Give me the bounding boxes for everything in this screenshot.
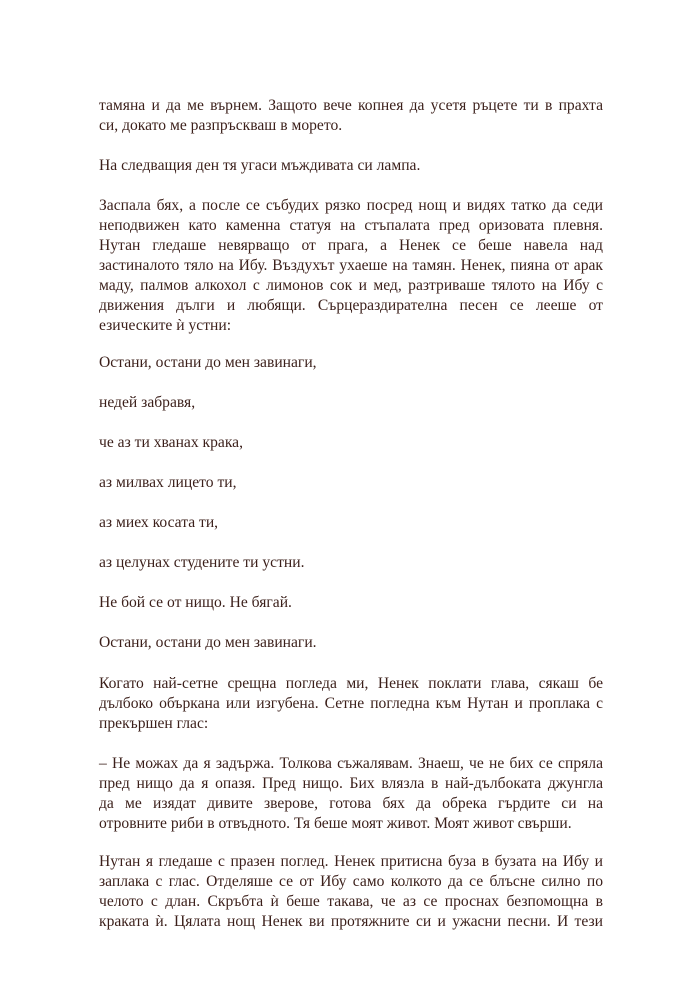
text-line: Нутан я гледаше с празен поглед. Ненек притисна буза в бузата на Ибу и	[99, 853, 603, 870]
poem-line-7	[99, 593, 603, 613]
text-line: пред нищо да я опазя. Пред нищо. Бих влязла в най-дълбоката джунгла	[99, 775, 603, 792]
text-line: Нутан гледаше невярващо от прага, а Ненек се беше навела над	[99, 237, 603, 254]
text-line: аз миех косата ти,	[99, 514, 219, 531]
paragraph-1	[99, 96, 603, 136]
text-line: езическите ѝ устни:	[99, 317, 232, 334]
text-line: На следващия ден тя угаси мъждивата си лампа.	[99, 157, 421, 174]
text-line: Остани, остани до мен завинаги,	[99, 354, 317, 371]
text-line: Заспала бях, а после се събудих рязко посред нощ и видях татко да седи	[99, 197, 603, 214]
text-line: – Не можах да я задържа. Толкова съжалявам. Знаеш, че не бих се спряла	[99, 755, 603, 772]
text-line: неподвижен като каменна статуя на стъпалата пред оризовата плевня.	[99, 217, 603, 234]
text-line: аз целунах студените ти устни.	[99, 554, 305, 571]
text-line: движения дълги и любящи. Сърцераздирателна песен се лееше от	[99, 297, 603, 314]
text-line: прекършен глас:	[99, 715, 209, 732]
text-line: Остани, остани до мен завинаги.	[99, 634, 317, 651]
text-line: маду, палмов алкохол с лимонов сок и мед, разтриваше тялото на Ибу с	[99, 277, 603, 294]
text-line: Не бой се от нищо. Не бягай.	[99, 594, 292, 611]
poem-line-1	[99, 353, 603, 373]
text-line: краката ѝ. Цялата нощ Ненек ви протяжните си и ужасни песни. И тези	[99, 913, 603, 930]
text-line: аз милвах лицето ти,	[99, 474, 237, 491]
poem-line-4	[99, 473, 603, 493]
text-line: че аз ти хванах крака,	[99, 434, 243, 451]
text-line: недей забравя,	[99, 394, 196, 411]
paragraph-5	[99, 754, 603, 834]
text-line: Когато най-сетне срещна погледа ми, Ненек поклати глава, сякаш бе	[99, 675, 603, 692]
text-line: застиналото тяло на Ибу. Въздухът ухаеше на тамян. Ненек, пияна от арак	[99, 257, 603, 274]
paragraph-4	[99, 674, 603, 734]
paragraph-2	[99, 156, 603, 176]
text-line: си, докато ме разпръскваш в морето.	[99, 117, 343, 134]
text-line: дълбоко объркана или изгубена. Сетне погледна към Нутан и проплака с	[99, 695, 603, 712]
poem-line-8	[99, 633, 603, 653]
poem-line-6	[99, 553, 603, 573]
text-line: да ме изядат дивите зверове, готова бях да обрека гърдите си на	[99, 795, 603, 812]
text-line: тамяна и да ме върнем. Защото вече копнея да усетя ръцете ти в прахта	[99, 97, 603, 114]
text-line: заплака с глас. Отделяше се от Ибу само колкото да се блъсне силно по	[99, 873, 603, 890]
paragraph-6	[99, 852, 603, 932]
poem-line-5	[99, 513, 603, 533]
paragraph-3	[99, 196, 603, 336]
text-line: челото с длан. Скръбта ѝ беше такава, че аз се проснах безпомощна в	[99, 893, 603, 910]
poem-line-3	[99, 433, 603, 453]
text-line: отровните риби в отвъдното. Тя беше моят живот. Моят живот свърши.	[99, 815, 572, 832]
poem-line-2	[99, 393, 603, 413]
